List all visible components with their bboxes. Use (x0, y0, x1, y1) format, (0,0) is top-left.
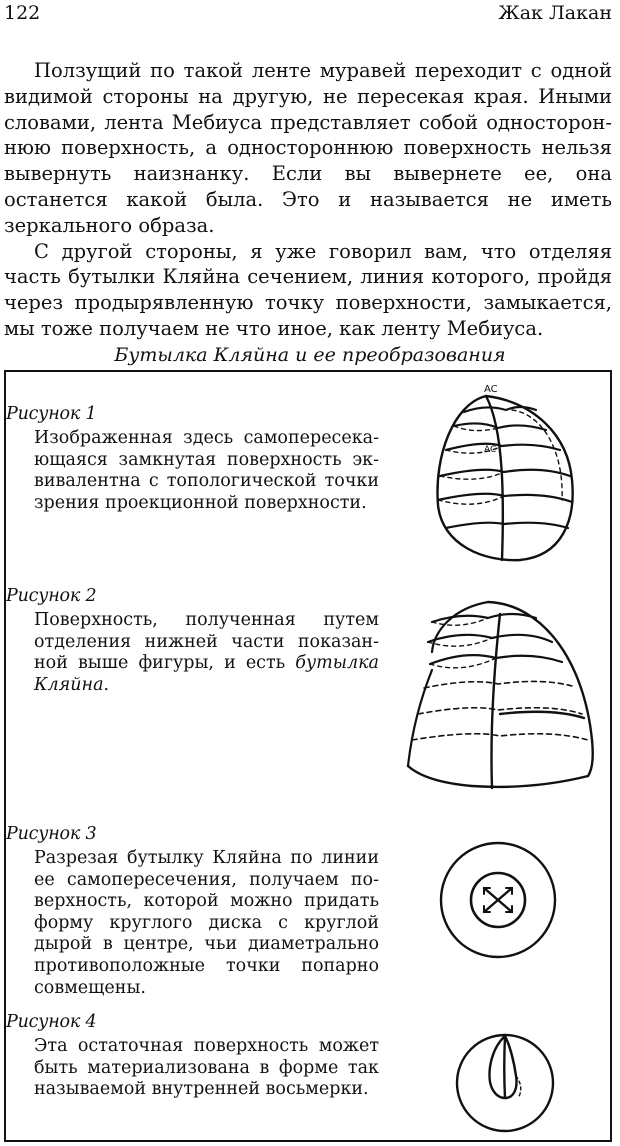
figure-1-label: Рисунок 1 (6, 404, 97, 424)
figure-2-text (34, 610, 379, 696)
figure-3-drawing (438, 840, 558, 960)
figure-4-label: Рисунок 4 (6, 1012, 97, 1032)
figure-2-text-plain: Поверхность, полученная путем отделения нижней части показан-ной выше фигуры, и есть (34, 610, 379, 674)
figure-3-label: Рисунок 3 (6, 824, 97, 844)
figure-frame (4, 370, 612, 1142)
figure-1-mark-mid: AC (484, 445, 497, 455)
figure-2-drawing (402, 590, 602, 790)
figure-2-text-emphasis: бутылка Кляйна (34, 653, 379, 695)
figure-3-text: Разрезая бутылку Кляйна по линии ее самопересечения, получаем по-верхность, которой можно придать форму круглого диска с круглой дырой в центре, чьи диаметрально противоположные точки попарно совмещены. (34, 848, 379, 998)
figure-2-text-end: . (103, 674, 110, 695)
figure-4-text: Эта остаточная поверхность может быть материализована в форме так называемой внутренней восьмерки. (34, 1036, 379, 1100)
figure-caption: Бутылка Кляйна и ее преобразования (114, 344, 506, 366)
figure-2-label: Рисунок 2 (6, 586, 97, 606)
figure-1-drawing (424, 380, 584, 565)
body-text (4, 58, 612, 342)
running-header-author: Жак Лакан (498, 2, 612, 24)
paragraph: С другой стороны, я уже говорил вам, что отделяя часть бутылки Кляйна сечением, линия которого, пройдя через продырявленную точку поверхности, замыкается, мы тоже получаем не что иное, как ленту Мебиуса. (4, 239, 612, 340)
figure-1-text: Изображенная здесь самопересека-ющаяся замкнутая поверхность эк-вивалентна с топологической точки зрения проекционной поверхности. (34, 428, 379, 513)
figure-1-mark-top: AC (484, 384, 498, 395)
page-number: 122 (4, 2, 41, 24)
paragraph: Ползущий по такой ленте муравей переходит с одной видимой стороны на другую, не пересекая края. Иными словами, лента Мебиуса представляет собой односторон-нюю поверхность, а одностороннюю поверхность нельзя вывернуть наизнанку. Если вы вывернете ее, она останется какой была. Это и называется не иметь зеркального образа. (4, 59, 612, 237)
figure-4-drawing (452, 1028, 558, 1134)
